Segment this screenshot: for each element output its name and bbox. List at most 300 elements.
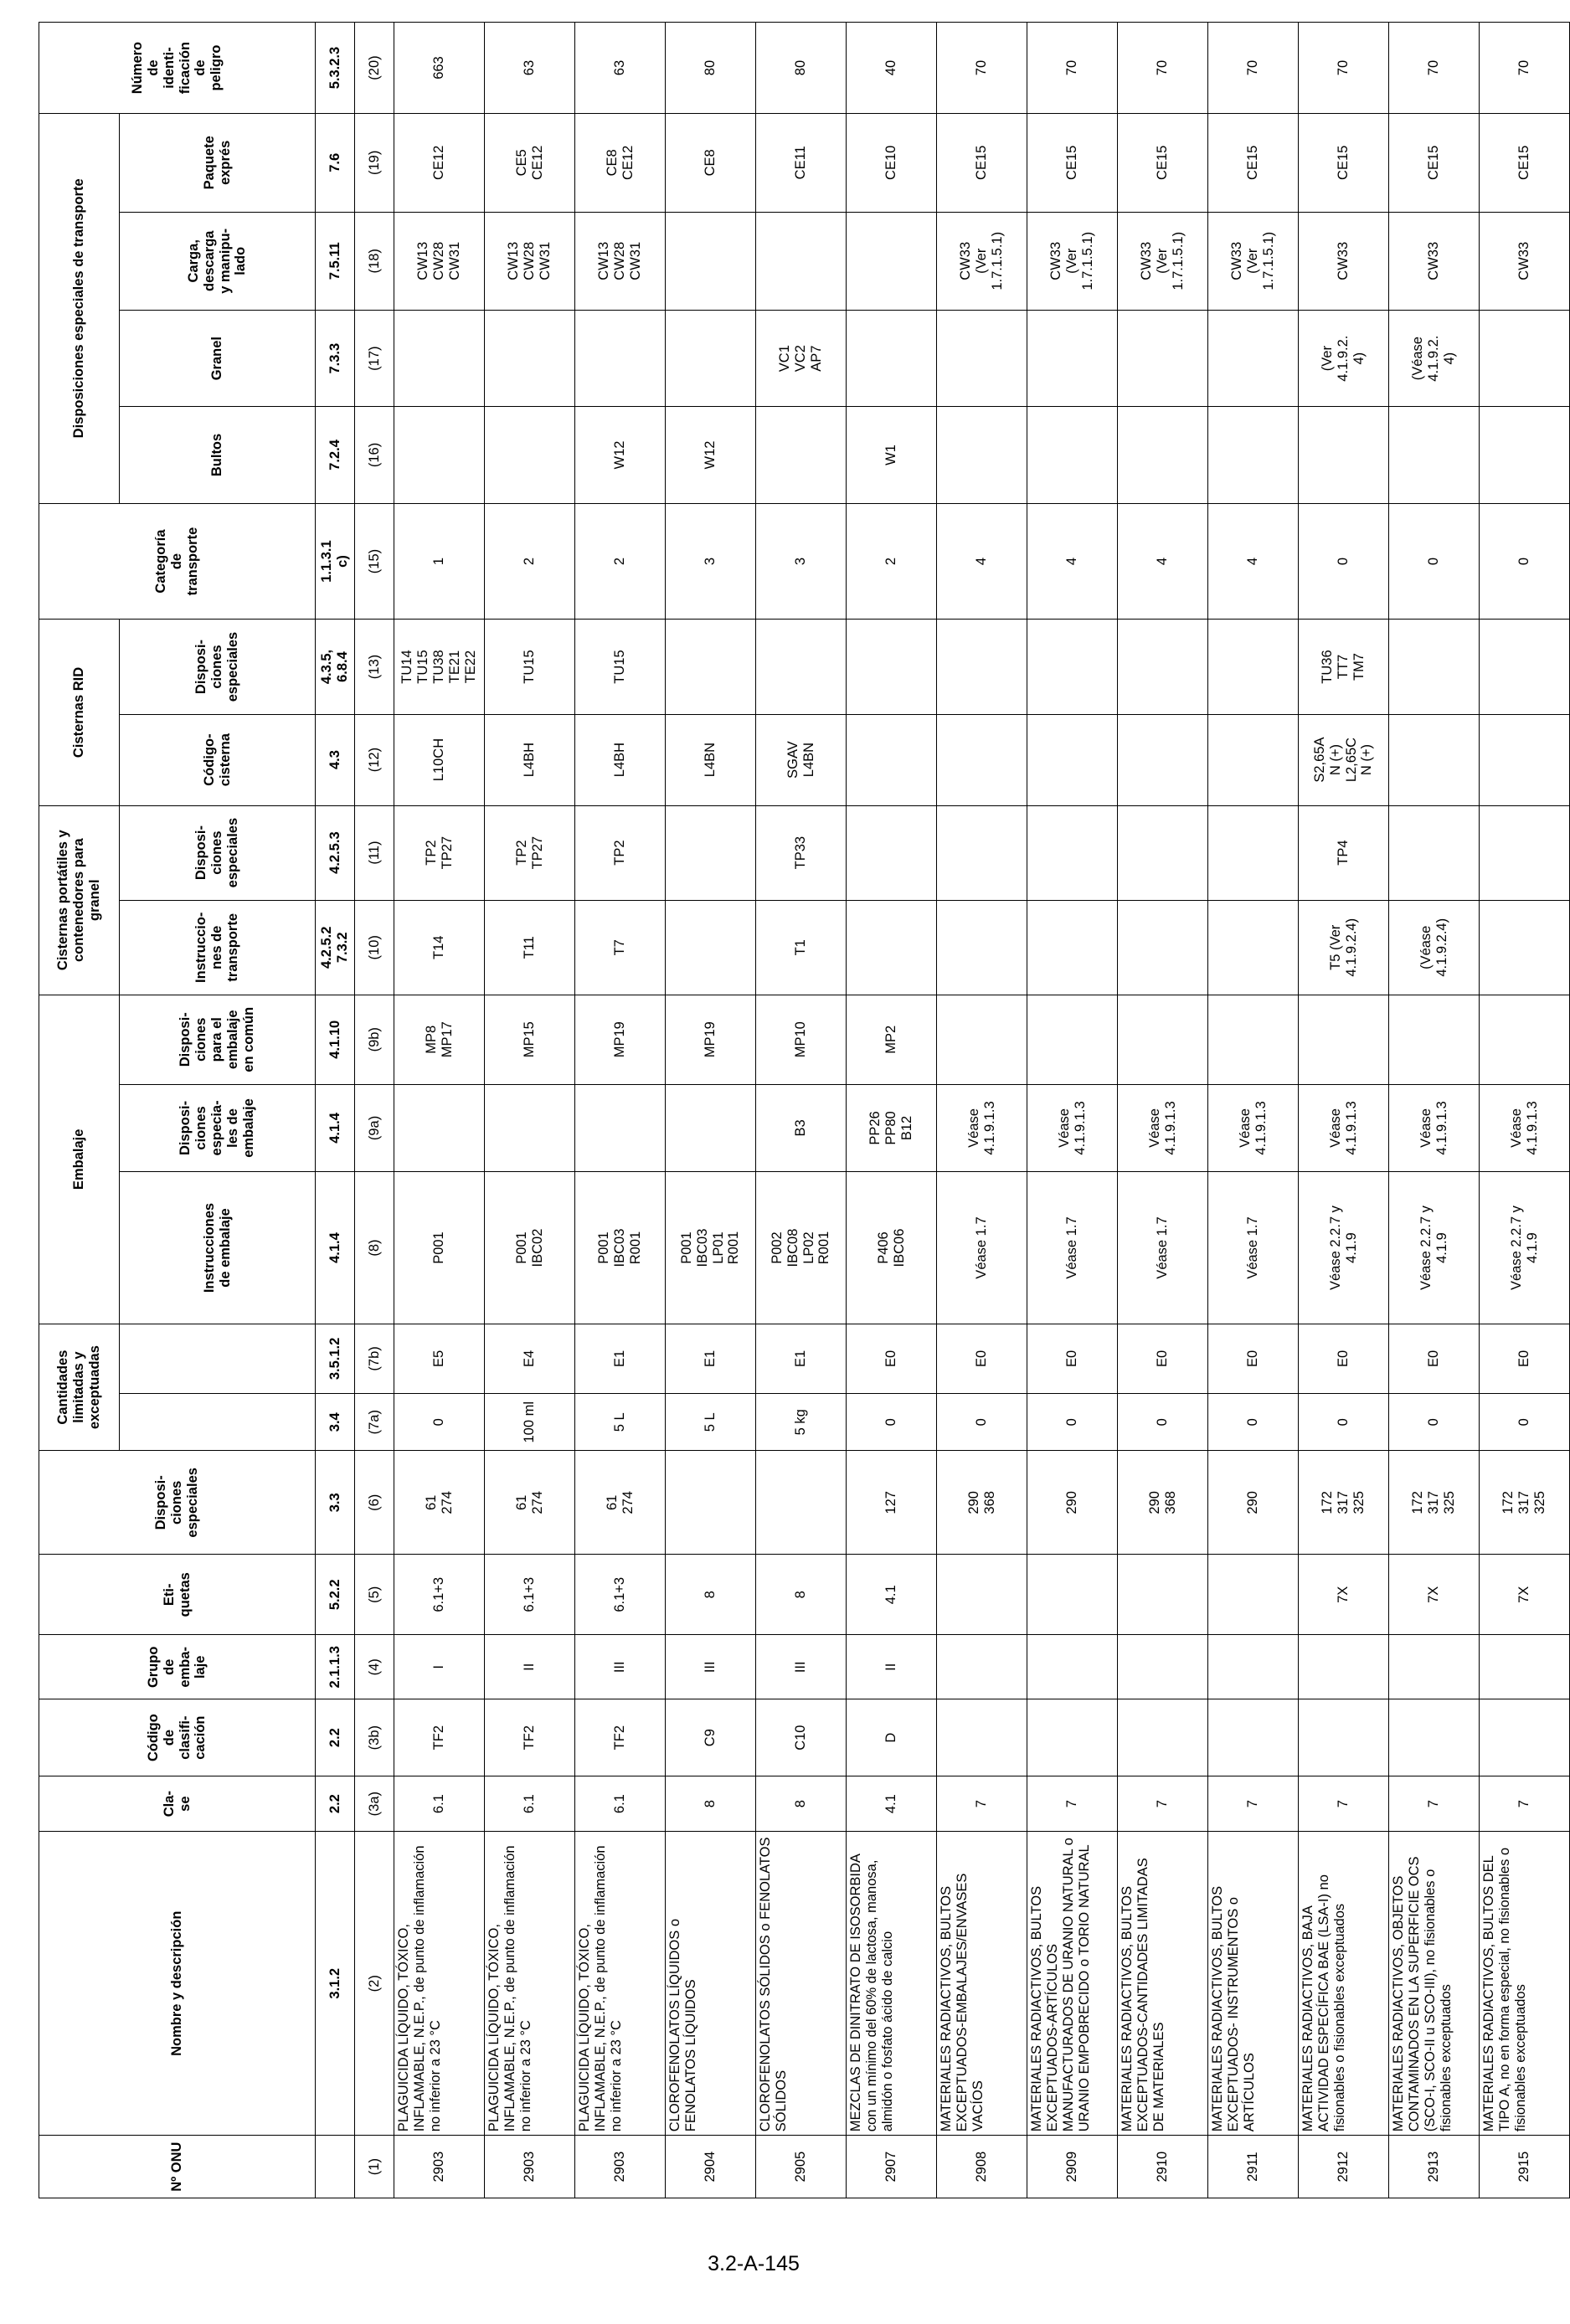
table-cell: 7	[937, 1776, 1027, 1832]
table-cell: E0	[847, 1324, 937, 1393]
header-un-number: Nº ONU	[39, 2136, 316, 2198]
table-cell: CW33	[1299, 212, 1389, 310]
table-cell: 80	[666, 23, 756, 114]
table-cell: T11	[485, 900, 575, 995]
substance-name-cell: CLOROFENOLATOS LÍQUIDOS o FENOLATOS LÍQUIDOS	[666, 1832, 756, 2136]
table-row	[394, 23, 485, 2198]
substance-name-cell: MATERIALES RADIACTIVOS, BULTOS DEL TIPO A, no en forma especial, no fisionables o fisionables exceptuados	[1480, 1832, 1570, 2136]
table-cell	[1389, 995, 1480, 1084]
table-cell: W12	[575, 407, 666, 503]
dangerous-goods-table	[39, 22, 1570, 2198]
table-cell: 100 ml	[485, 1394, 575, 1451]
table-cell: E0	[1389, 1324, 1480, 1393]
table-cell: TU15	[575, 620, 666, 714]
table-cell: TU14 TU15 TU38 TE21 TE22	[394, 620, 485, 714]
table-cell: (Véase 4.1.9.2.4)	[1389, 900, 1480, 995]
table-cell	[1027, 995, 1118, 1084]
table-cell: TU15	[485, 620, 575, 714]
table-cell	[937, 900, 1027, 995]
un-number-cell: 2907	[847, 2136, 937, 2198]
column-number-cell: (16)	[355, 407, 394, 503]
table-cell: E1	[666, 1324, 756, 1393]
column-number-cell: (1)	[355, 2136, 394, 2198]
table-cell: E0	[1027, 1324, 1118, 1393]
table-cell	[1389, 714, 1480, 805]
table-cell: 172 317 325	[1480, 1451, 1570, 1555]
column-number-cell: (10)	[355, 900, 394, 995]
reference-cell: 3.4	[316, 1394, 355, 1451]
table-cell: 7X	[1389, 1555, 1480, 1635]
reference-cell: 7.6	[316, 114, 355, 212]
table-cell: T5 (Ver 4.1.9.2.4)	[1299, 900, 1389, 995]
reference-cell: 4.3	[316, 714, 355, 805]
table-cell: CE15	[1480, 114, 1570, 212]
table-cell: 1	[394, 503, 485, 620]
table-cell: 2	[847, 503, 937, 620]
table-cell: CE12	[394, 114, 485, 212]
reference-cell: 7.3.3	[316, 311, 355, 407]
table-cell	[666, 805, 756, 900]
table-cell: VC1 VC2 AP7	[756, 311, 847, 407]
un-number-cell: 2904	[666, 2136, 756, 2198]
page-number: 3.2-A-145	[708, 2252, 800, 2275]
column-number-cell: (4)	[355, 1635, 394, 1699]
header-limited-excepted: Cantidades limitadas y exceptuadas	[39, 1324, 120, 1451]
table-cell: 290	[1208, 1451, 1299, 1555]
un-number-cell: 2910	[1118, 2136, 1208, 2198]
table-cell: 6.1	[575, 1776, 666, 1832]
table-cell	[394, 1084, 485, 1172]
table-cell: 0	[1299, 503, 1389, 620]
table-row	[847, 23, 937, 2198]
substance-name-cell: PLAGUICIDA LÍQUIDO, TÓXICO, INFLAMABLE, N.E.P., de punto de inflamación no inferior a 23 °C	[485, 1832, 575, 2136]
table-cell	[1299, 995, 1389, 1084]
table-cell	[1027, 1555, 1118, 1635]
table-cell: C9	[666, 1699, 756, 1776]
column-number-cell: (19)	[355, 114, 394, 212]
table-cell: 0	[1027, 1394, 1118, 1451]
un-number-cell: 2913	[1389, 2136, 1480, 2198]
table-cell: CE11	[756, 114, 847, 212]
table-cell	[847, 620, 937, 714]
table-cell	[1027, 311, 1118, 407]
table-cell: 4.1	[847, 1776, 937, 1832]
table-cell: Véase 4.1.9.1.3	[937, 1084, 1027, 1172]
table-cell: T14	[394, 900, 485, 995]
column-number-cell: (6)	[355, 1451, 394, 1555]
substance-name-cell: MATERIALES RADIACTIVOS, BULTOS EXCEPTUADOS-EMBALAJES/ENVASES VACÍOS	[937, 1832, 1027, 2136]
substance-name-cell: MATERIALES RADIACTIVOS, BULTOS EXCEPTUADOS-CANTIDADES LIMITADAS DE MATERIALES	[1118, 1832, 1208, 2136]
column-number-cell: (9b)	[355, 995, 394, 1084]
table-cell	[1208, 995, 1299, 1084]
header-packaging: Embalaje	[39, 995, 120, 1324]
table-cell: P001	[394, 1172, 485, 1324]
table-cell: 290	[1027, 1451, 1118, 1555]
column-number-cell: (2)	[355, 1832, 394, 2136]
table-cell	[1299, 1699, 1389, 1776]
table-cell: TF2	[485, 1699, 575, 1776]
table-cell: 70	[1208, 23, 1299, 114]
reference-cell: 5.2.2	[316, 1555, 355, 1635]
table-cell: CW33 (Ver 1.7.1.5.1)	[937, 212, 1027, 310]
table-cell: 4	[1208, 503, 1299, 620]
header-special-transport: Disposiciones especiales de transporte	[39, 114, 120, 504]
reference-cell: 4.3.5, 6.8.4	[316, 620, 355, 714]
table-cell: 0	[1480, 1394, 1570, 1451]
header-packing-instructions: Instrucciones de embalaje	[120, 1172, 316, 1324]
header-loading: Carga, descarga y manipu- lado	[120, 212, 316, 310]
substance-name-cell: MATERIALES RADIACTIVOS, OBJETOS CONTAMINADOS EN LA SUPERFICIE OCS (SCO-I, SCO-II u SCO-III), no fisionables o fisionables exceptuados	[1389, 1832, 1480, 2136]
table-cell: L4BH	[485, 714, 575, 805]
table-cell: 7	[1389, 1776, 1480, 1832]
table-cell: CW33 (Ver 1.7.1.5.1)	[1118, 212, 1208, 310]
table-cell: CW33	[1389, 212, 1480, 310]
table-cell: 7	[1027, 1776, 1118, 1832]
table-row	[1027, 23, 1118, 2198]
table-cell: TP2 TP27	[394, 805, 485, 900]
table-cell: TP2 TP27	[485, 805, 575, 900]
table-cell: L10CH	[394, 714, 485, 805]
table-cell	[1118, 1699, 1208, 1776]
table-cell: 5 L	[575, 1394, 666, 1451]
table-cell	[937, 1699, 1027, 1776]
column-number-cell: (3a)	[355, 1776, 394, 1832]
table-cell: 8	[756, 1555, 847, 1635]
table-cell	[485, 311, 575, 407]
table-cell: 290 368	[1118, 1451, 1208, 1555]
column-number-cell: (3b)	[355, 1699, 394, 1776]
table-cell: 8	[666, 1555, 756, 1635]
table-cell: 63	[575, 23, 666, 114]
table-cell: 70	[937, 23, 1027, 114]
table-cell: 4.1	[847, 1555, 937, 1635]
table-cell	[1208, 805, 1299, 900]
reference-cell: 4.1.4	[316, 1084, 355, 1172]
table-cell	[1389, 407, 1480, 503]
table-body	[394, 23, 1570, 2198]
table-cell: 0	[937, 1394, 1027, 1451]
table-cell	[1118, 995, 1208, 1084]
column-number-cell: (8)	[355, 1172, 394, 1324]
table-cell: TU36 TT7 TM7	[1299, 620, 1389, 714]
table-cell: Véase 4.1.9.1.3	[1299, 1084, 1389, 1172]
table-cell: III	[666, 1635, 756, 1699]
table-row	[485, 23, 575, 2198]
table-cell: 8	[666, 1776, 756, 1832]
table-cell: E0	[1208, 1324, 1299, 1393]
table-cell: 8	[756, 1776, 847, 1832]
table-row	[1299, 23, 1389, 2198]
header-express: Paquete exprés	[120, 114, 316, 212]
table-cell: B3	[756, 1084, 847, 1172]
table-cell: II	[847, 1635, 937, 1699]
table-cell: CW33	[1480, 212, 1570, 310]
table-cell: 290 368	[937, 1451, 1027, 1555]
table-cell: 7	[1299, 1776, 1389, 1832]
table-cell: Véase 1.7	[1208, 1172, 1299, 1324]
table-cell: TP33	[756, 805, 847, 900]
un-number-cell: 2908	[937, 2136, 1027, 2198]
table-cell: CE15	[1118, 114, 1208, 212]
table-cell	[1208, 407, 1299, 503]
table-cell	[1208, 311, 1299, 407]
table-cell: CE5 CE12	[485, 114, 575, 212]
column-number-row	[355, 23, 394, 2198]
table-cell: 0	[1480, 503, 1570, 620]
table-cell	[485, 1084, 575, 1172]
table-cell: E5	[394, 1324, 485, 1393]
reference-cell: 4.2.5.3	[316, 805, 355, 900]
table-cell: 6.1+3	[394, 1555, 485, 1635]
table-cell	[1389, 620, 1480, 714]
table-cell: W12	[666, 407, 756, 503]
table-cell: CE15	[1299, 114, 1389, 212]
header-bulk: Granel	[120, 311, 316, 407]
table-cell: 4	[937, 503, 1027, 620]
column-number-cell: (7b)	[355, 1324, 394, 1393]
column-number-cell: (5)	[355, 1555, 394, 1635]
column-number-cell: (12)	[355, 714, 394, 805]
table-cell: Véase 1.7	[1027, 1172, 1118, 1324]
table-cell	[1118, 311, 1208, 407]
column-number-cell: (7a)	[355, 1394, 394, 1451]
table-cell: CE10	[847, 114, 937, 212]
table-cell: 0	[1208, 1394, 1299, 1451]
table-row	[666, 23, 756, 2198]
table-cell: Véase 2.2.7 y 4.1.9	[1480, 1172, 1570, 1324]
table-cell	[1208, 620, 1299, 714]
table-cell	[1027, 620, 1118, 714]
reference-cell: 4.2.5.2 7.3.2	[316, 900, 355, 995]
reference-cell: 5.3.2.3	[316, 23, 355, 114]
table-cell	[937, 620, 1027, 714]
table-cell: S2,65A N (+) L2,65C N (+)	[1299, 714, 1389, 805]
substance-name-cell: MATERIALES RADIACTIVOS, BULTOS EXCEPTUADOS-ARTÍCULOS MANUFACTURADOS DE URANIO NATURAL o URANIO EMPOBRECIDO o TORIO NATURAL	[1027, 1832, 1118, 2136]
table-cell: 5 kg	[756, 1394, 847, 1451]
table-cell: L4BH	[575, 714, 666, 805]
table-cell: Véase 4.1.9.1.3	[1480, 1084, 1570, 1172]
table-cell: CW13 CW28 CW31	[394, 212, 485, 310]
table-cell	[1299, 1635, 1389, 1699]
table-row	[1480, 23, 1570, 2198]
table-cell: 6.1+3	[485, 1555, 575, 1635]
table-cell: 0	[1299, 1394, 1389, 1451]
table-cell	[1027, 1699, 1118, 1776]
substance-name-cell: PLAGUICIDA LÍQUIDO, TÓXICO, INFLAMABLE, N.E.P., de punto de inflamación no inferior a 23 °C	[575, 1832, 666, 2136]
table-cell	[1480, 620, 1570, 714]
header-labels: Eti- quetas	[39, 1555, 316, 1635]
table-cell	[1480, 1699, 1570, 1776]
table-cell	[1118, 1635, 1208, 1699]
table-cell	[847, 805, 937, 900]
table-cell	[575, 311, 666, 407]
table-cell: CE15	[1027, 114, 1118, 212]
table-cell: TP2	[575, 805, 666, 900]
table-cell	[937, 1635, 1027, 1699]
table-cell	[666, 1084, 756, 1172]
table-cell: III	[575, 1635, 666, 1699]
table-cell	[1027, 900, 1118, 995]
un-number-cell: 2915	[1480, 2136, 1570, 2198]
column-number-cell: (20)	[355, 23, 394, 114]
table-cell: III	[756, 1635, 847, 1699]
table-cell: 2	[485, 503, 575, 620]
table-cell: CE8 CE12	[575, 114, 666, 212]
table-cell: MP8 MP17	[394, 995, 485, 1084]
table-cell	[1208, 1699, 1299, 1776]
header-special-provisions: Disposi- ciones especiales	[39, 1451, 316, 1555]
table-cell: 2	[575, 503, 666, 620]
table-cell: D	[847, 1699, 937, 1776]
header-portable-tanks: Cisternas portátiles y contenedores para granel	[39, 805, 120, 995]
table-cell: E4	[485, 1324, 575, 1393]
table-row	[1118, 23, 1208, 2198]
reference-cell: 3.3	[316, 1451, 355, 1555]
column-number-cell: (18)	[355, 212, 394, 310]
table-cell	[756, 407, 847, 503]
table-cell: 172 317 325	[1299, 1451, 1389, 1555]
header-packages: Bultos	[120, 407, 316, 503]
table-cell	[666, 212, 756, 310]
table-cell: T1	[756, 900, 847, 995]
table-cell	[575, 1084, 666, 1172]
substance-name-cell: CLOROFENOLATOS SÓLIDOS o FENOLATOS SÓLIDOS	[756, 1832, 847, 2136]
table-cell: 40	[847, 23, 937, 114]
substance-name-cell: PLAGUICIDA LÍQUIDO, TÓXICO, INFLAMABLE, N.E.P., de punto de inflamación no inferior a 23 °C	[394, 1832, 485, 2136]
table-cell: E0	[1299, 1324, 1389, 1393]
table-cell: CE15	[1389, 114, 1480, 212]
table-cell	[847, 900, 937, 995]
table-cell: MP19	[666, 995, 756, 1084]
table-cell	[1299, 407, 1389, 503]
table-cell: 61 274	[485, 1451, 575, 1555]
table-cell: 7	[1480, 1776, 1570, 1832]
header-class: Cla- se	[39, 1776, 316, 1832]
table-cell: II	[485, 1635, 575, 1699]
table-cell	[1208, 1635, 1299, 1699]
reference-cell: 2.2	[316, 1699, 355, 1776]
table-cell: MP19	[575, 995, 666, 1084]
table-cell	[937, 311, 1027, 407]
table-cell: P001 IBC03 R001	[575, 1172, 666, 1324]
table-cell: P002 IBC08 LP02 R001	[756, 1172, 847, 1324]
table-cell: 0	[1389, 503, 1480, 620]
header-portable-instructions: Instruccio- nes de transporte	[120, 900, 316, 995]
table-cell: 0	[1389, 1394, 1480, 1451]
table-cell: CW13 CW28 CW31	[485, 212, 575, 310]
table-cell: PP26 PP80 B12	[847, 1084, 937, 1172]
table-cell: P406 IBC06	[847, 1172, 937, 1324]
reference-cell	[316, 2136, 355, 2198]
table-cell: 0	[847, 1394, 937, 1451]
table-row	[756, 23, 847, 2198]
table-cell: 6.1+3	[575, 1555, 666, 1635]
table-cell	[666, 900, 756, 995]
table-cell	[1480, 311, 1570, 407]
table-cell	[847, 212, 937, 310]
table-cell	[937, 407, 1027, 503]
table-cell	[1118, 714, 1208, 805]
table-cell	[1389, 805, 1480, 900]
header-lq-blank	[120, 1394, 316, 1451]
table-cell	[1118, 900, 1208, 995]
table-cell: W1	[847, 407, 937, 503]
table-cell	[1027, 805, 1118, 900]
table-cell: E0	[1118, 1324, 1208, 1393]
table-cell	[1389, 1699, 1480, 1776]
un-number-cell: 2905	[756, 2136, 847, 2198]
un-number-cell: 2912	[1299, 2136, 1389, 2198]
table-cell: Véase 1.7	[937, 1172, 1027, 1324]
table-cell: 663	[394, 23, 485, 114]
table-cell: 172 317 325	[1389, 1451, 1480, 1555]
reference-cell: 7.5.11	[316, 212, 355, 310]
table-cell: 3	[756, 503, 847, 620]
table-cell: Véase 2.2.7 y 4.1.9	[1389, 1172, 1480, 1324]
table-cell: 70	[1027, 23, 1118, 114]
un-number-cell: 2903	[485, 2136, 575, 2198]
table-cell	[485, 407, 575, 503]
table-cell: 61 274	[394, 1451, 485, 1555]
substance-name-cell: MATERIALES RADIACTIVOS, BAJA ACTIVIDAD ESPECÍFICA BAE (LSA-I) no fisionables o fisionables exceptuados	[1299, 1832, 1389, 2136]
table-cell: E0	[937, 1324, 1027, 1393]
table-cell: 5 L	[666, 1394, 756, 1451]
table-cell: 70	[1480, 23, 1570, 114]
header-eq-blank	[120, 1324, 316, 1393]
table-cell	[847, 714, 937, 805]
header-packing-group: Grupo de emba- laje	[39, 1635, 316, 1699]
table-cell: 3	[666, 503, 756, 620]
table-cell	[937, 995, 1027, 1084]
table-cell: E1	[575, 1324, 666, 1393]
table-cell: 70	[1118, 23, 1208, 114]
table-cell: 6.1	[394, 1776, 485, 1832]
table-cell: TF2	[394, 1699, 485, 1776]
table-cell: MP2	[847, 995, 937, 1084]
column-number-cell: (17)	[355, 311, 394, 407]
table-cell: 0	[394, 1394, 485, 1451]
reference-cell: 1.1.3.1 c)	[316, 503, 355, 620]
table-cell	[1118, 407, 1208, 503]
table-cell: Véase 4.1.9.1.3	[1118, 1084, 1208, 1172]
table-cell: Véase 2.2.7 y 4.1.9	[1299, 1172, 1389, 1324]
table-cell: MP15	[485, 995, 575, 1084]
table-cell: SGAV L4BN	[756, 714, 847, 805]
table-cell	[1480, 407, 1570, 503]
table-cell	[1118, 620, 1208, 714]
table-cell: 70	[1389, 23, 1480, 114]
table-cell: MP10	[756, 995, 847, 1084]
table-cell: 70	[1299, 23, 1389, 114]
table-cell	[937, 1555, 1027, 1635]
header-classification-code: Código de clasifi- cación	[39, 1699, 316, 1776]
table-cell: TP4	[1299, 805, 1389, 900]
table-cell: Véase 4.1.9.1.3	[1027, 1084, 1118, 1172]
table-cell	[1208, 714, 1299, 805]
table-cell: 7	[1118, 1776, 1208, 1832]
table-cell: C10	[756, 1699, 847, 1776]
table-cell: 63	[485, 23, 575, 114]
table-cell: E0	[1480, 1324, 1570, 1393]
table-cell: Véase 4.1.9.1.3	[1208, 1084, 1299, 1172]
table-cell: 4	[1027, 503, 1118, 620]
reference-cell: 4.1.10	[316, 995, 355, 1084]
table-cell: 0	[1118, 1394, 1208, 1451]
reference-row	[316, 23, 355, 2198]
table-cell	[1480, 995, 1570, 1084]
table-cell	[1027, 407, 1118, 503]
reference-cell: 2.1.1.3	[316, 1635, 355, 1699]
